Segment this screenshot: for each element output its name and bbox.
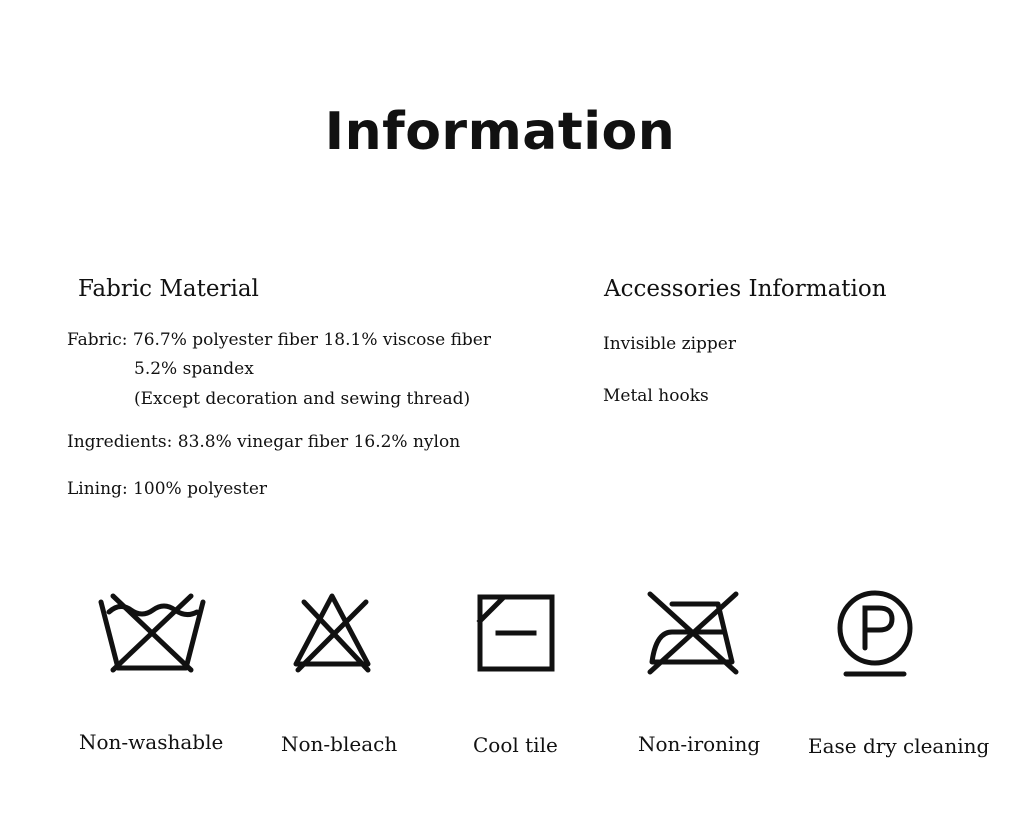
fabric-composition-line: Fabric: 76.7% polyester fiber 18.1% viscose fiber xyxy=(67,330,491,350)
dry-clean-p-icon xyxy=(834,588,916,680)
care-label: Non-ironing xyxy=(638,732,761,756)
dry-flat-icon xyxy=(476,593,556,673)
ingredients-line: Ingredients: 83.8% vinegar fiber 16.2% nylon xyxy=(67,432,461,452)
fabric-material-heading: Fabric Material xyxy=(78,276,259,302)
accessories-heading: Accessories Information xyxy=(604,276,887,302)
no-iron-icon xyxy=(644,588,744,676)
page-title: Information xyxy=(324,102,676,162)
care-label: Non-bleach xyxy=(281,732,398,756)
care-label: Non-washable xyxy=(79,730,224,754)
fabric-composition-note: (Except decoration and sewing thread) xyxy=(134,389,471,409)
no-bleach-icon xyxy=(290,590,374,676)
fabric-composition-line: 5.2% spandex xyxy=(134,359,254,379)
accessory-item: Invisible zipper xyxy=(603,334,736,354)
lining-line: Lining: 100% polyester xyxy=(67,479,268,499)
accessory-item: Metal hooks xyxy=(603,386,709,406)
care-label: Ease dry cleaning xyxy=(808,734,990,758)
no-wash-icon xyxy=(96,590,210,678)
care-label: Cool tile xyxy=(473,733,558,757)
